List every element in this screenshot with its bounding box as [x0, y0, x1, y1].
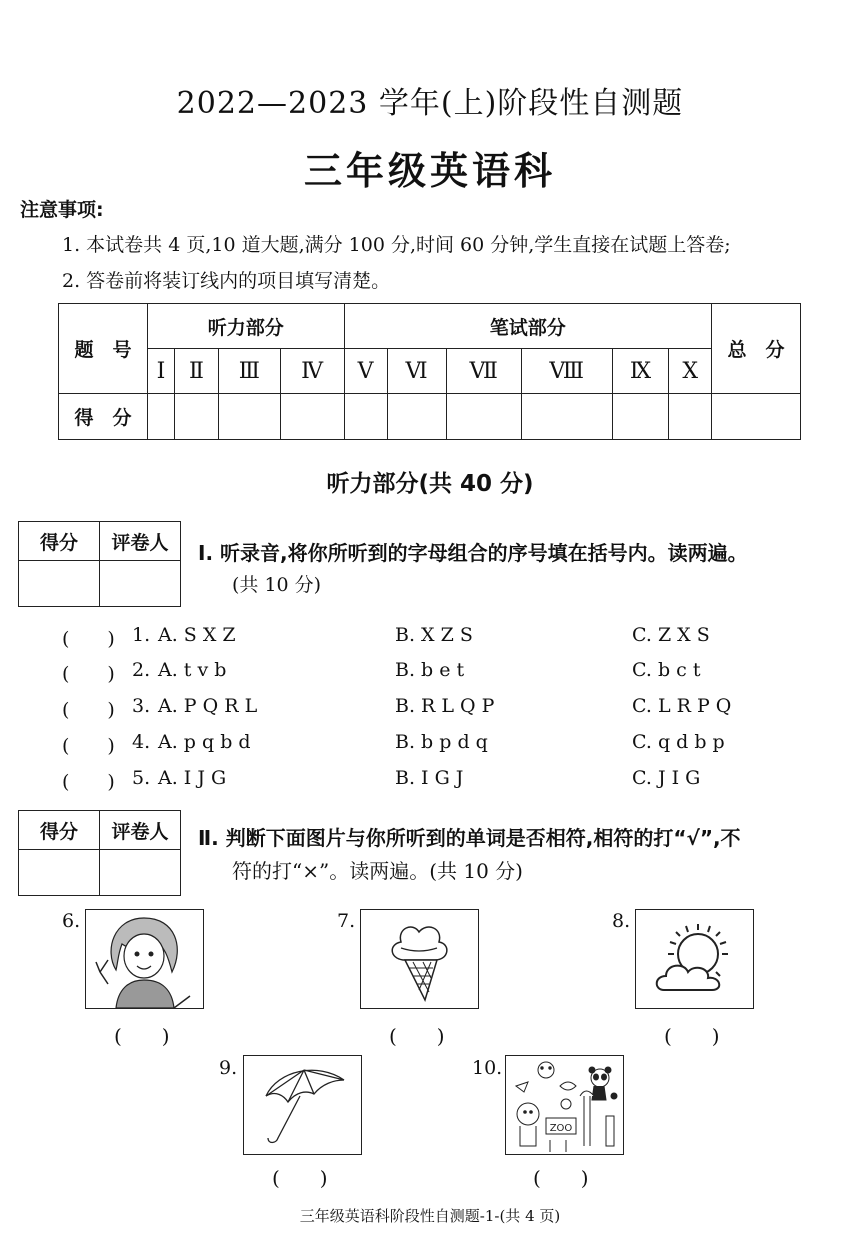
picture-number: 7. — [337, 910, 356, 932]
answer-paren[interactable]: ( ) — [62, 663, 115, 685]
question-1-points: (共 10 分) — [232, 574, 322, 596]
picture-number: 10. — [472, 1057, 503, 1079]
question-number: 4. — [132, 731, 151, 753]
ice-cream-icon — [360, 909, 479, 1009]
answer-paren[interactable]: ( ) — [389, 1024, 445, 1048]
section-numeral: Ⅹ — [669, 349, 712, 394]
score-cell[interactable] — [280, 394, 344, 440]
section-numeral: Ⅰ — [148, 349, 175, 394]
header-total: 总 分 — [712, 304, 801, 394]
grader-box-2 — [18, 810, 181, 896]
question-number: 3. — [132, 695, 151, 717]
option-a: A. I J G — [158, 767, 227, 789]
option-a: A. t v b — [158, 659, 227, 681]
question-number: 5. — [132, 767, 151, 789]
picture-number: 6. — [62, 910, 81, 932]
sun-cloud-icon — [635, 909, 754, 1009]
row-label-score: 得 分 — [59, 394, 148, 440]
listening-section-title: 听力部分(共 40 分) — [326, 471, 534, 497]
picture-number: 8. — [612, 910, 631, 932]
score-cell[interactable] — [219, 394, 281, 440]
section-numeral: Ⅸ — [612, 349, 669, 394]
score-cell[interactable] — [387, 394, 446, 440]
option-c: C. q d b p — [632, 731, 725, 753]
option-c: C. Z X S — [632, 624, 710, 646]
option-b: B. I G J — [395, 767, 464, 789]
section-numeral: Ⅳ — [280, 349, 344, 394]
page-footer: 三年级英语科阶段性自测题-1-(共 4 页) — [299, 1207, 561, 1225]
section-numeral: Ⅱ — [174, 349, 218, 394]
question-2-heading: Ⅱ. 判断下面图片与你所听到的单词是否相符,相符的打“√”,不 — [198, 826, 741, 850]
option-b: B. R L Q P — [395, 695, 495, 717]
score-cell[interactable] — [174, 394, 218, 440]
score-cell[interactable] — [344, 394, 387, 440]
option-c: C. b c t — [632, 659, 701, 681]
mc-question-row — [62, 767, 822, 797]
question-1-heading: Ⅰ. 听录音,将你所听到的字母组合的序号填在括号内。读两遍。 — [198, 541, 748, 565]
score-cell[interactable] — [521, 394, 612, 440]
answer-paren[interactable]: ( ) — [114, 1024, 170, 1048]
answer-paren[interactable]: ( ) — [62, 735, 115, 757]
score-cell[interactable] — [612, 394, 669, 440]
notice-item-2: 2. 答卷前将装订线内的项目填写清楚。 — [62, 270, 391, 292]
answer-paren[interactable]: ( ) — [62, 699, 115, 721]
grader-name-label: 评卷人 — [100, 522, 181, 561]
notice-item-1: 1. 本试卷共 4 页,10 道大题,满分 100 分,时间 60 分钟,学生直接在试题上答卷; — [62, 234, 731, 256]
picture-number: 9. — [219, 1057, 238, 1079]
option-c: C. J I G — [632, 767, 701, 789]
option-b: B. X Z S — [395, 624, 473, 646]
header-written: 笔试部分 — [344, 304, 712, 349]
answer-paren[interactable]: ( ) — [272, 1166, 328, 1190]
section-numeral: Ⅴ — [344, 349, 387, 394]
grader-score-label: 得分 — [19, 522, 100, 561]
grader-name-label: 评卷人 — [100, 811, 181, 850]
mc-question-row — [62, 695, 822, 725]
notice-heading: 注意事项: — [20, 199, 104, 221]
section-numeral: Ⅲ — [219, 349, 281, 394]
mc-question-row — [62, 731, 822, 761]
zoo-sign: ZOO — [549, 1123, 573, 1134]
zoo-icon — [505, 1055, 624, 1155]
header-listening: 听力部分 — [148, 304, 345, 349]
section-numeral: Ⅷ — [521, 349, 612, 394]
row-label-question: 题 号 — [59, 304, 148, 394]
score-table — [58, 303, 801, 440]
answer-paren[interactable]: ( ) — [664, 1024, 720, 1048]
total-score-cell[interactable] — [712, 394, 801, 440]
grader-name-cell[interactable] — [100, 561, 181, 607]
grader-score-label: 得分 — [19, 811, 100, 850]
grader-score-cell[interactable] — [19, 561, 100, 607]
section-numeral: Ⅶ — [446, 349, 521, 394]
mc-question-row — [62, 624, 822, 654]
option-a: A. S X Z — [158, 624, 236, 646]
option-a: A. p q b d — [158, 731, 251, 753]
option-a: A. P Q R L — [158, 695, 258, 717]
option-c: C. L R P Q — [632, 695, 732, 717]
question-number: 1. — [132, 624, 151, 646]
girl-icon — [85, 909, 204, 1009]
exam-subject: 三年级英语科 — [303, 149, 556, 193]
option-b: B. b e t — [395, 659, 465, 681]
section-numeral: Ⅵ — [387, 349, 446, 394]
grader-score-cell[interactable] — [19, 850, 100, 896]
answer-paren[interactable]: ( ) — [533, 1166, 589, 1190]
score-cell[interactable] — [446, 394, 521, 440]
answer-paren[interactable]: ( ) — [62, 628, 115, 650]
option-b: B. b p d q — [395, 731, 488, 753]
question-number: 2. — [132, 659, 151, 681]
score-cell[interactable] — [148, 394, 175, 440]
answer-paren[interactable]: ( ) — [62, 771, 115, 793]
grader-name-cell[interactable] — [100, 850, 181, 896]
mc-question-row — [62, 659, 822, 689]
grader-box-1 — [18, 521, 181, 607]
exam-title: 2022—2023 学年(上)阶段性自测题 — [176, 86, 684, 121]
umbrella-icon — [243, 1055, 362, 1155]
score-cell[interactable] — [669, 394, 712, 440]
question-2-heading-cont: 符的打“×”。读两遍。(共 10 分) — [232, 859, 523, 883]
